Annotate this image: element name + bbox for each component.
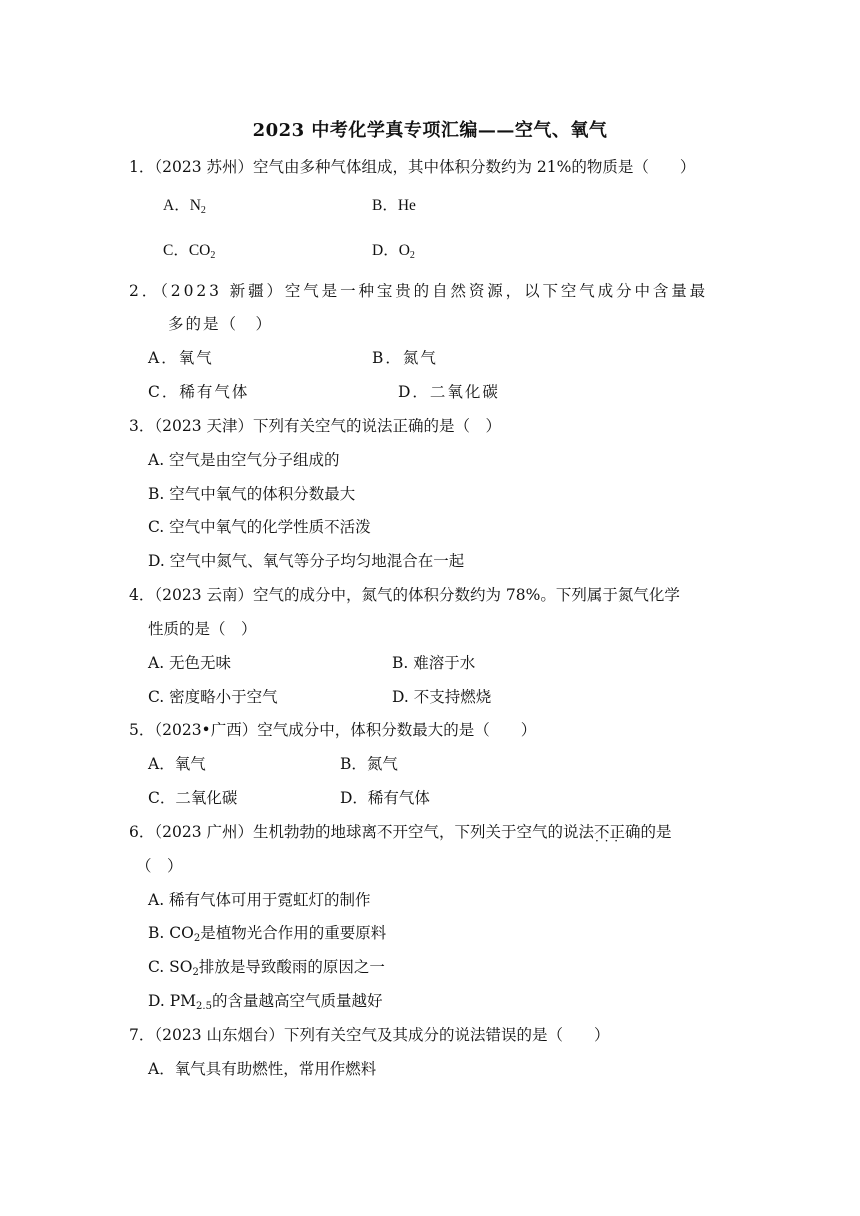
question-3-text: 3．（2023 天津）下列有关空气的说法正确的是（ ） — [129, 417, 501, 435]
q3-option-c: C. 空气中氧气的化学性质不活泼 — [148, 518, 371, 536]
q2-option-c: C．稀有气体 — [148, 383, 250, 401]
q6-option-d — [148, 991, 382, 1011]
q1-option-c-subscript: 2 — [210, 250, 216, 261]
q5-option-c: C．二氧化碳 — [148, 789, 238, 807]
q6-option-c — [148, 957, 385, 977]
q5-option-a: A．氧气 — [148, 755, 206, 773]
q6-option-c-rest: 排放是导致酸雨的原因之一 — [198, 958, 385, 976]
q6-option-b — [148, 923, 386, 943]
q1-option-d-prefix: D． — [372, 242, 399, 259]
q1-option-c-formula: CO — [188, 242, 211, 259]
q6-option-b-rest: 是植物光合作用的重要原料 — [200, 924, 387, 942]
q1-option-a-subscript: 2 — [200, 205, 206, 216]
q6-emphasized-text: 不正确 · · · — [594, 822, 641, 842]
q6-text-after: 的是 — [640, 823, 672, 841]
q6-option-d-subscript: 2.5 — [196, 1001, 212, 1012]
q2-option-a: A．氧气 — [148, 349, 214, 367]
q6-option-d-rest: 的含量越高空气质量越好 — [211, 992, 383, 1010]
question-5-text: 5．（2023•广西）空气成分中，体积分数最大的是（ ） — [129, 721, 537, 739]
q4-option-c: C. 密度略小于空气 — [148, 688, 278, 706]
q6-option-c-subscript: 2 — [192, 967, 199, 978]
question-6-continuation: （ ） — [136, 857, 183, 875]
question-4-text: 4．（2023 云南）空气的成分中，氮气的体积分数约为 78%。下列属于氮气化学 — [129, 586, 680, 604]
q4-option-d: D. 不支持燃烧 — [392, 688, 492, 706]
q2-option-d: D．二氧化碳 — [398, 383, 500, 401]
page-title: 2023 中考化学真专项汇编——空气、氧气 — [252, 120, 608, 141]
q3-option-a: A. 空气是由空气分子组成的 — [148, 451, 340, 469]
q1-option-d-formula: O — [398, 242, 410, 259]
q2-option-b: B．氮气 — [372, 349, 438, 367]
q1-option-d — [372, 241, 415, 261]
q1-option-c-prefix: C． — [163, 242, 189, 259]
q3-option-b: B. 空气中氧气的体积分数最大 — [148, 485, 356, 503]
q1-option-a-formula: N — [189, 197, 201, 214]
q1-option-d-subscript: 2 — [409, 250, 415, 261]
q1-option-c — [163, 241, 215, 261]
q6-option-c-prefix: C. SO — [148, 958, 193, 976]
question-2-text: 2．（2023 新疆）空气是一种宝贵的自然资源，以下空气成分中含量最 — [129, 282, 709, 300]
q7-option-a: A．氧气具有助燃性，常用作燃料 — [148, 1060, 377, 1078]
q5-option-d: D．稀有气体 — [340, 789, 430, 807]
q6-text-before: 6．（2023 广州）生机勃勃的地球离不开空气，下列关于空气的说法 — [129, 823, 594, 841]
q1-option-a — [163, 196, 206, 216]
question-7-text: 7．（2023 山东烟台）下列有关空气及其成分的说法错误的是（ ） — [129, 1026, 610, 1044]
question-2-continuation: 多的是（ ） — [168, 315, 274, 333]
q6-option-a: A. 稀有气体可用于霓虹灯的制作 — [148, 891, 371, 909]
q4-option-a: A. 无色无味 — [148, 654, 232, 672]
q1-option-a-prefix: A． — [163, 197, 190, 214]
q1-option-b: B．He — [372, 197, 416, 214]
q4-option-b: B. 难溶于水 — [392, 654, 476, 672]
q6-option-b-subscript: 2 — [193, 933, 201, 944]
q6-option-d-prefix: D. PM — [148, 992, 197, 1010]
q5-option-b: B．氮气 — [340, 755, 398, 773]
question-6-text — [129, 822, 672, 842]
question-1-text: 1．（2023 苏州）空气由多种气体组成，其中体积分数约为 21%的物质是（ ） — [129, 158, 696, 176]
q3-option-d: D. 空气中氮气、氧气等分子均匀地混合在一起 — [148, 552, 465, 570]
q6-option-b-prefix: B. CO — [148, 924, 194, 942]
question-4-continuation: 性质的是（ ） — [148, 620, 257, 638]
